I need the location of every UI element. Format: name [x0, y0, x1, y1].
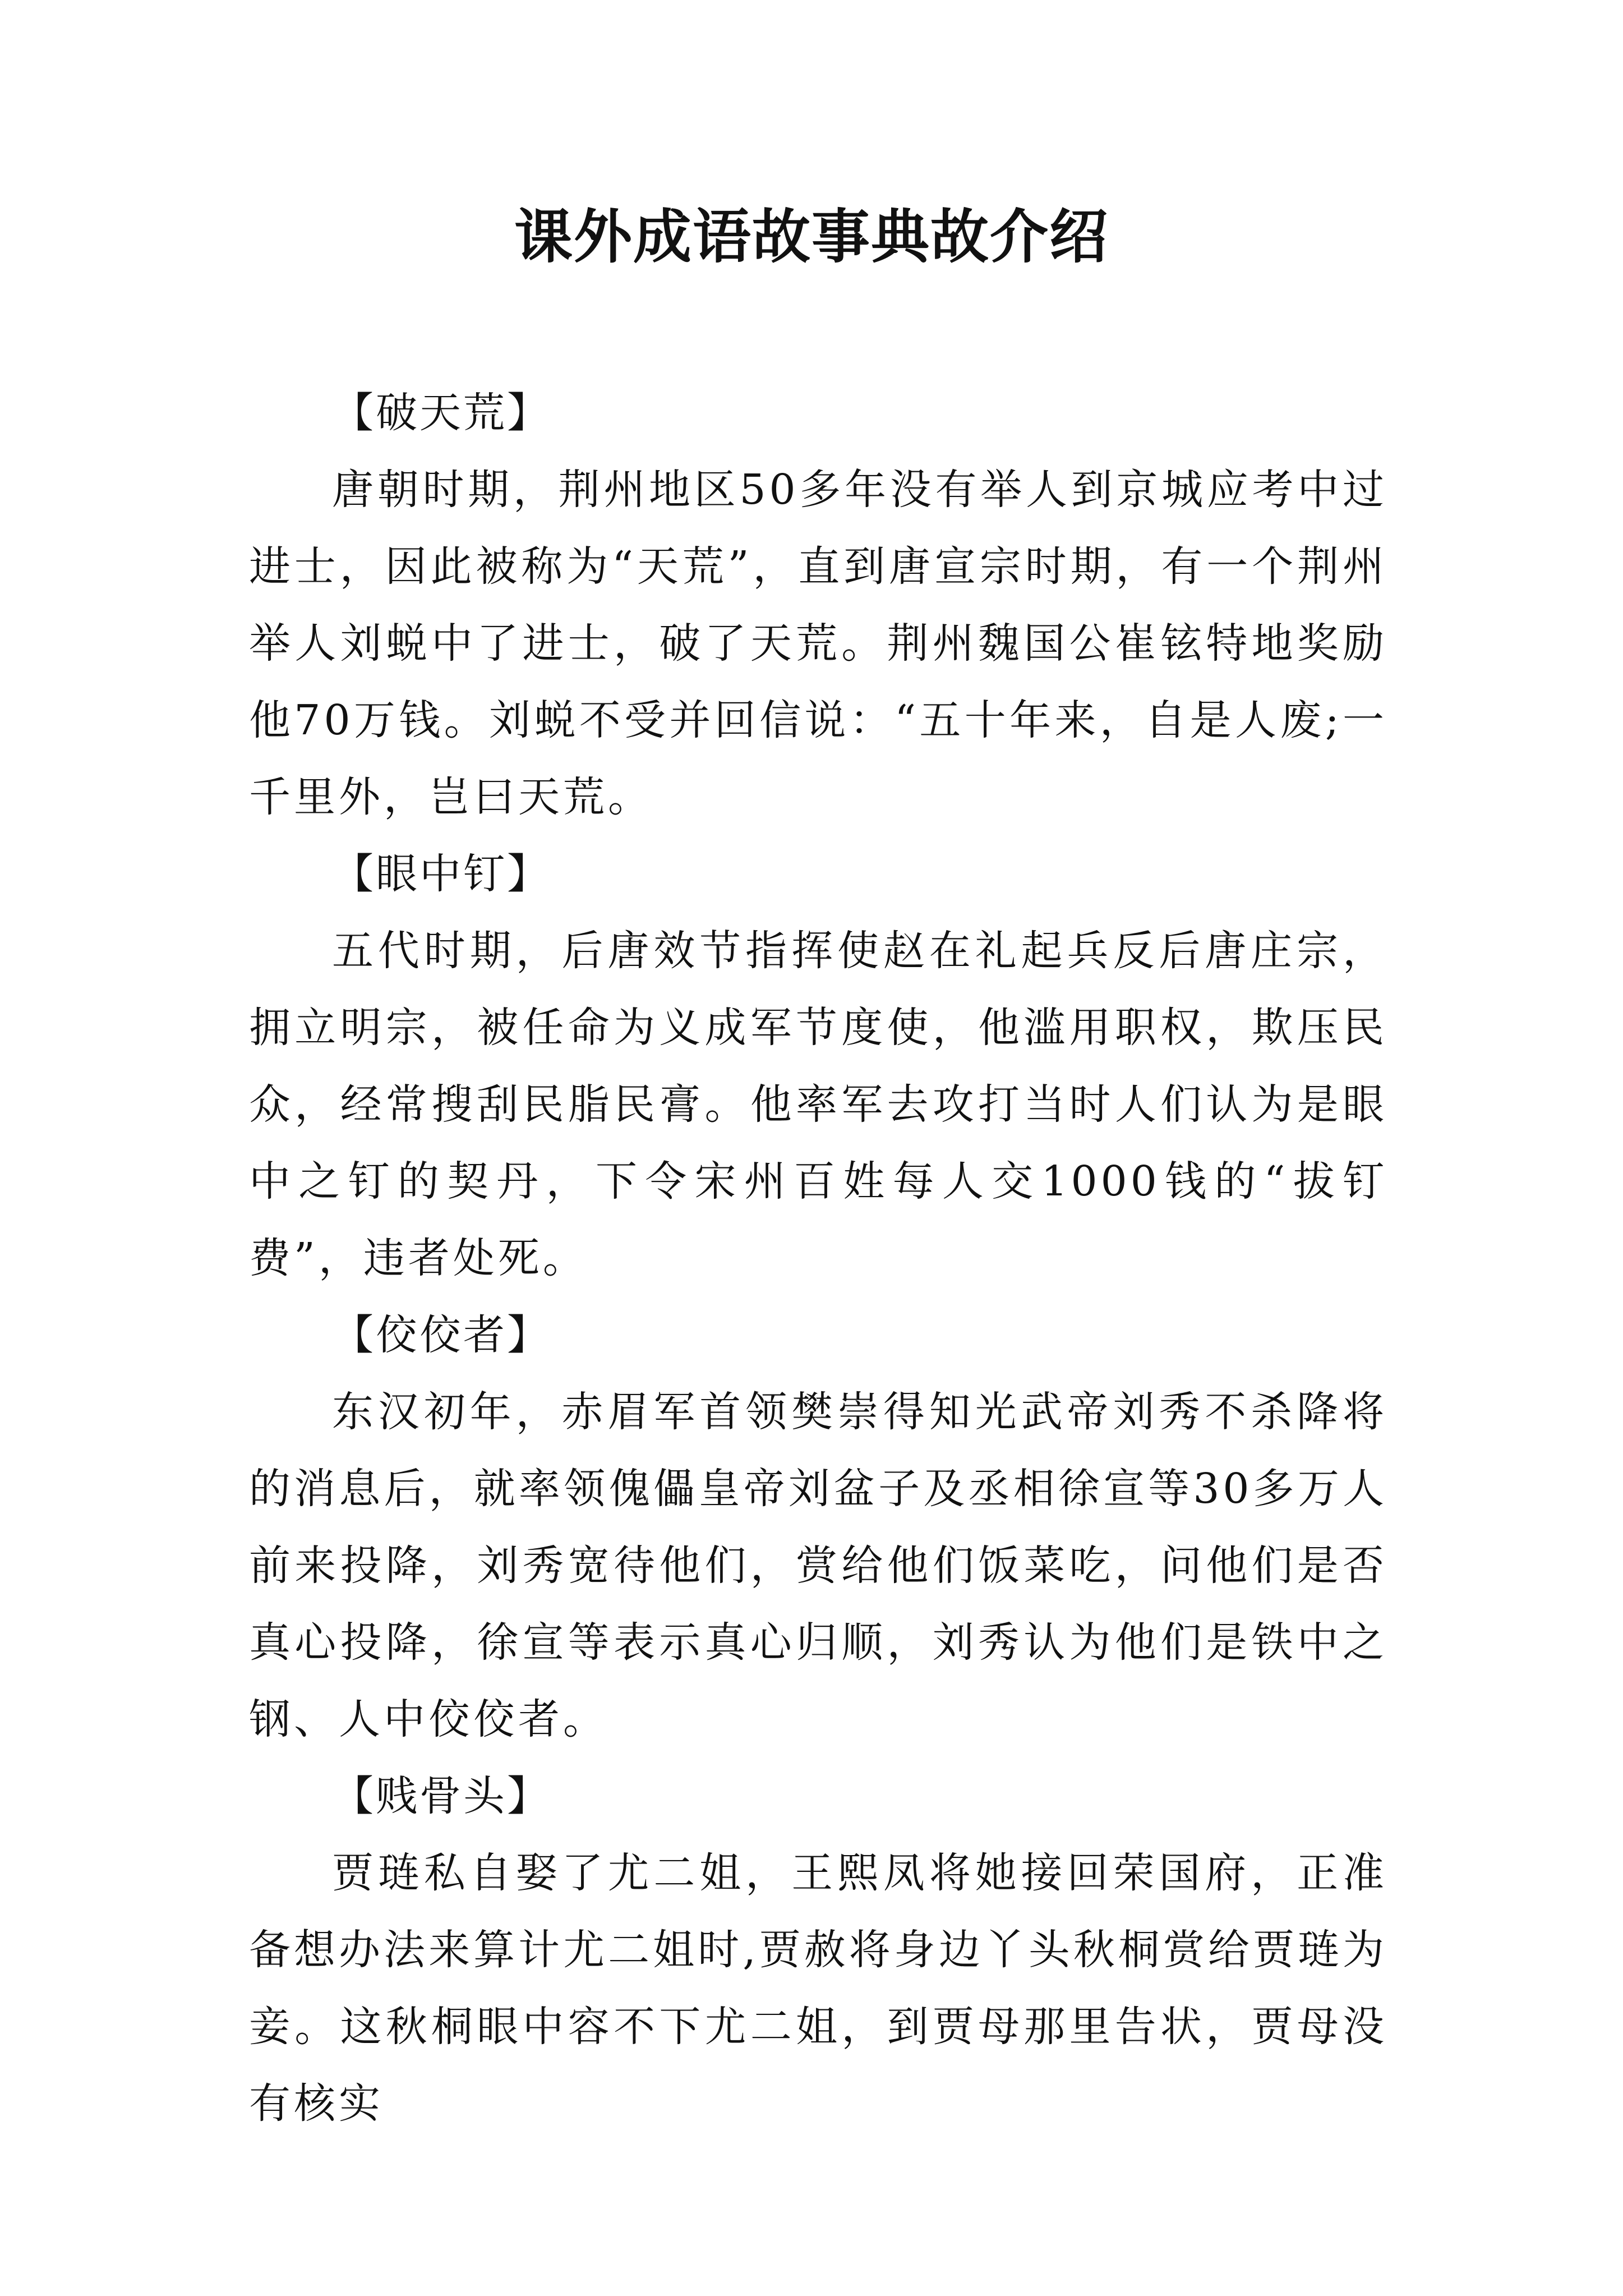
- section-heading: 【佼佼者】: [332, 1311, 551, 1359]
- section-heading: 【破天荒】: [332, 389, 551, 437]
- section-paragraph: 唐朝时期，荆州地区50多年没有举人到京城应考中过进士，因此被称为“天荒”，直到唐宣宗时期，有一个荆州举人刘蜕中了进士，破了天荒。荆州魏国公崔铉特地奖励他70万钱。刘蜕不受并回信说：“五十年来，自是人废;一千里外，岂曰天荒。: [249, 466, 1387, 821]
- section-po-tian-huang: [249, 375, 1387, 836]
- section-jian-gu-tou: [249, 1758, 1387, 2142]
- section-heading: 【眼中钉】: [332, 850, 551, 898]
- section-paragraph: 五代时期，后唐效节指挥使赵在礼起兵反后唐庄宗，拥立明宗，被任命为义成军节度使，他滥用职权，欺压民众，经常搜刮民脂民膏。他率军去攻打当时人们认为是眼中之钉的契丹，下令宋州百姓每人交1000钱的“拔钉费”，违者处死。: [249, 927, 1387, 1282]
- section-paragraph: 东汉初年，赤眉军首领樊崇得知光武帝刘秀不杀降将的消息后，就率领傀儡皇帝刘盆子及丞相徐宣等30多万人前来投降，刘秀宽待他们，赏给他们饭菜吃，问他们是否真心投降，徐宣等表示真心归顺，刘秀认为他们是铁中之钢、人中佼佼者。: [249, 1388, 1387, 1743]
- section-jiao-jiao-zhe: [249, 1297, 1387, 1758]
- section-heading: 【贱骨头】: [332, 1772, 551, 1820]
- document-title: 课外成语故事典故介绍: [514, 203, 1109, 271]
- section-yan-zhong-ding: [249, 836, 1387, 1297]
- section-paragraph: 贾琏私自娶了尤二姐，王熙凤将她接回荣国府，正准备想办法来算计尤二姐时,贾赦将身边丫头秋桐赏给贾琏为妾。这秋桐眼中容不下尤二姐，到贾母那里告状，贾母没有核实: [249, 1849, 1387, 2128]
- document-body: [249, 375, 1387, 2142]
